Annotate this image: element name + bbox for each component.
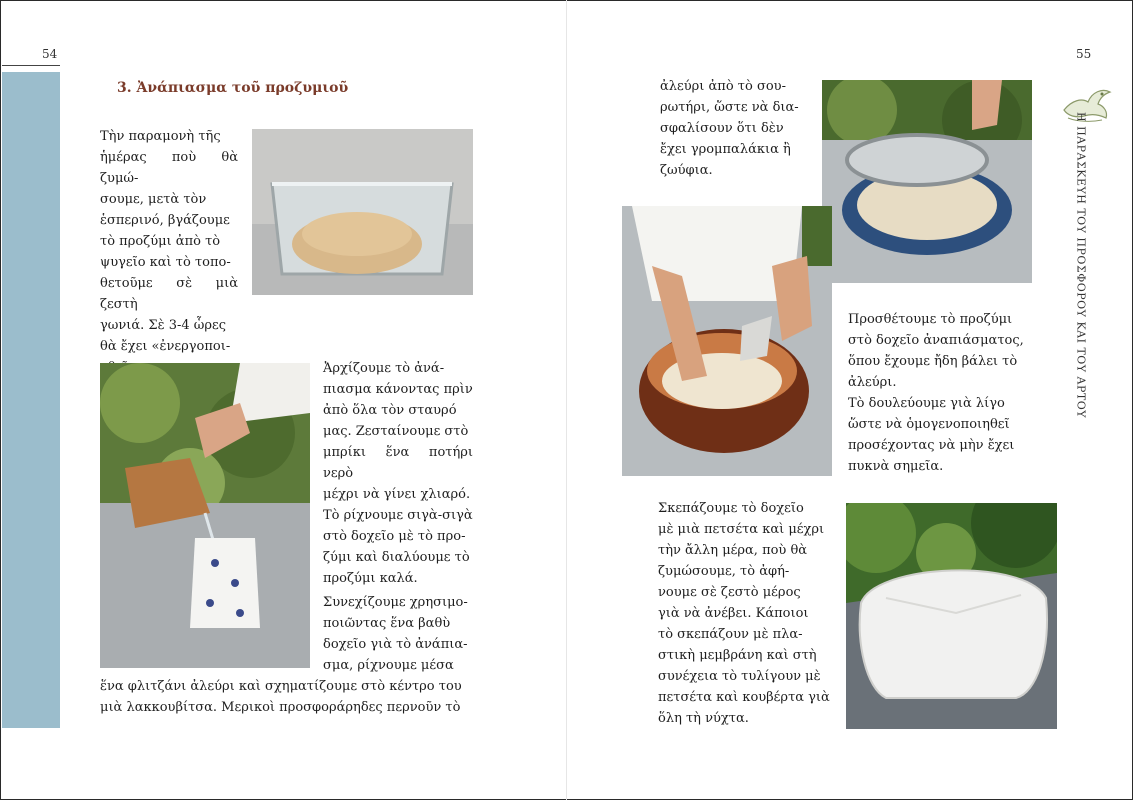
text-line: σμα, ρίχνουμε μέσα xyxy=(323,658,454,673)
paragraph-5 xyxy=(848,309,1038,477)
text-line: ἕνα φλιτζάνι ἀλεύρι καὶ σχηματίζουμε στὸ κέντρο του xyxy=(100,679,462,694)
book-spine xyxy=(566,0,567,800)
photo-sieving-flour xyxy=(822,80,1032,283)
text-line: ζύμι καὶ διαλύουμε τὸ xyxy=(323,550,470,565)
photo-covered-bowl xyxy=(846,503,1057,729)
text-line: ἑσπερινό, βγάζουμε xyxy=(100,213,230,228)
text-line: δοχεῖο γιὰ τὸ ἀνάπια- xyxy=(323,637,468,652)
text-line: σουμε, μετὰ τὸν xyxy=(100,192,207,207)
text-line: θὰ ἔχει «ἐνεργοποι- xyxy=(100,339,231,354)
paragraph-3 xyxy=(323,592,473,676)
text-line: ἔχει γρομπαλάκια ἢ xyxy=(660,142,791,157)
text-line: Τὴν παραμονὴ τῆς xyxy=(100,129,221,144)
text-line: ποιῶντας ἕνα βαθὺ xyxy=(323,616,451,631)
text-line: Σκεπάζουμε τὸ δοχεῖο xyxy=(658,501,804,516)
text-line: μπρίκι ἕνα ποτήρι νερὸ xyxy=(323,445,473,481)
text-line: στὸ δοχεῖο μὲ τὸ προ- xyxy=(323,529,466,544)
color-sidebar xyxy=(2,72,60,728)
text-line: μιὰ λακκουβίτσα. Μερικοὶ προσφοράρηδες περνοῦν τὸ xyxy=(100,700,461,715)
text-line: σφαλίσουν ὅτι δὲν xyxy=(660,121,784,136)
text-line: ἀλεύρι. xyxy=(848,375,897,390)
text-line: μας. Ζεσταίνουμε στὸ xyxy=(323,424,469,439)
text-line: Συνεχίζουμε χρησιμο- xyxy=(323,595,468,610)
text-line: προζύμι καλά. xyxy=(323,571,418,586)
text-line: Προσθέτουμε τὸ προζύμι xyxy=(848,312,1013,327)
text-line: ἀπὸ ὅλα τὸν σταυρό xyxy=(323,403,457,418)
photo-adding-starter xyxy=(622,206,832,476)
text-line: προσέχοντας νὰ μὴν ἔχει xyxy=(848,438,1015,453)
text-line: ζυμώσουμε, τὸ ἀφή- xyxy=(658,564,790,579)
text-line: ρωτήρι, ὥστε νὰ δια- xyxy=(660,100,799,115)
text-line: τὸ προζύμι ἀπὸ τὸ xyxy=(100,234,221,249)
paragraph-2 xyxy=(323,358,473,589)
text-line: πετσέτα καὶ κουβέρτα γιὰ xyxy=(658,690,830,705)
text-line: Ἀρχίζουμε τὸ ἀνά- xyxy=(323,361,445,376)
text-line: ὅπου ἔχουμε ἤδη βάλει τὸ xyxy=(848,354,1018,369)
paragraph-1 xyxy=(100,126,238,378)
photo-dough-in-glass-bowl xyxy=(252,129,473,295)
text-line: Τὸ δουλεύουμε γιὰ λίγο xyxy=(848,396,1005,411)
text-line: νουμε σὲ ζεστὸ μέρος xyxy=(658,585,801,600)
text-line: ζωύφια. xyxy=(660,163,713,178)
text-line: τὸ σκεπάζουν μὲ πλα- xyxy=(658,627,803,642)
paragraph-6 xyxy=(658,498,834,729)
text-line: γιὰ νὰ ἀνέβει. Κάποιοι xyxy=(658,606,809,621)
text-line: συνέχεια τὸ τυλίγουν μὲ xyxy=(658,669,821,684)
page-number-left: 54 xyxy=(42,47,58,61)
text-line: Τὸ ρίχνουμε σιγὰ-σιγὰ xyxy=(323,508,473,523)
text-line: στὸ δοχεῖο ἀναπιάσματος, xyxy=(848,333,1024,348)
text-line: στικὴ μεμβράνη καὶ στὴ xyxy=(658,648,817,663)
photo-pouring-water xyxy=(100,363,310,668)
text-line: ἀλεύρι ἀπὸ τὸ σου- xyxy=(660,79,786,94)
text-line: ψυγεῖο καὶ τὸ τοπο- xyxy=(100,255,231,270)
text-line: τὴν ἄλλη μέρα, ποὺ θὰ xyxy=(658,543,808,558)
text-line: θετοῦμε σὲ μιὰ ζεστὴ xyxy=(100,276,238,312)
text-line: ἡμέρας ποὺ θὰ ζυμώ- xyxy=(100,150,238,186)
section-heading: 3. Ἀνάπιασμα τοῦ προζυμιοῦ xyxy=(117,80,349,96)
text-line: γωνιά. Σὲ 3-4 ὧρες xyxy=(100,318,227,333)
text-line: πυκνὰ σημεῖα. xyxy=(848,459,944,474)
text-line: πιασμα κάνοντας πρὶν xyxy=(323,382,473,397)
page-number-right: 55 xyxy=(1076,47,1092,61)
text-line: μὲ μιὰ πετσέτα καὶ μέχρι xyxy=(658,522,825,537)
header-rule xyxy=(2,65,60,66)
text-line: ὥστε νὰ ὁμογενοποιηθεῖ xyxy=(848,417,1010,432)
running-head-vertical xyxy=(1066,111,1096,419)
text-line: μέχρι νὰ γίνει χλιαρό. xyxy=(323,487,471,502)
text-line: ὅλη τὴ νύχτα. xyxy=(658,711,749,726)
running-head-text: Η ΠΑΡΑΣΚΕΥΗ ΤΟΥ ΠΡΟΣΦΟΡΟΥ ΚΑΙ ΤΟΥ ΑΡΤΟΥ xyxy=(1074,111,1088,419)
paragraph-3-continued xyxy=(100,676,480,718)
paragraph-4 xyxy=(660,76,810,181)
